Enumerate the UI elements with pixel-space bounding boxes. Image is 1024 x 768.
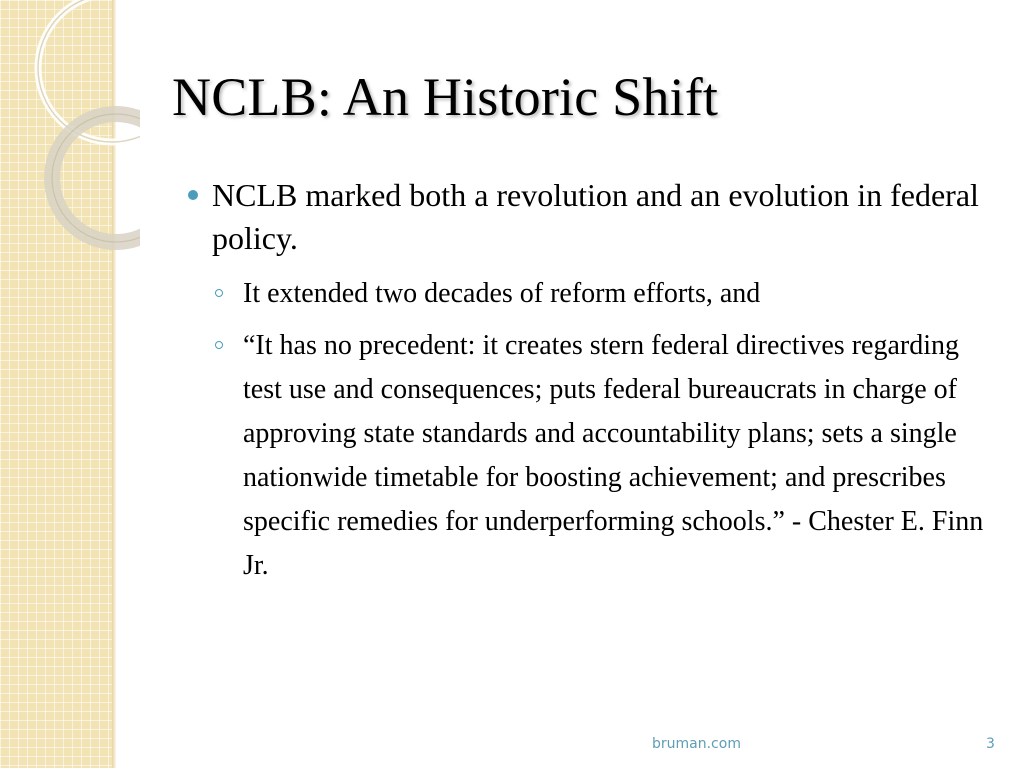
bullet-text: NCLB marked both a revolution and an evolution in federal policy. bbox=[212, 177, 979, 256]
bullet-dot-icon bbox=[188, 190, 198, 200]
sub-bullet-circle-icon bbox=[215, 289, 223, 297]
sub-bullet-text: It extended two decades of reform efforts, and bbox=[243, 278, 761, 309]
lower-ring bbox=[52, 114, 140, 242]
page-number: 3 bbox=[986, 736, 995, 752]
sub-bullet-item bbox=[188, 272, 998, 316]
sub-bullet-list bbox=[188, 272, 998, 588]
slide-title: NCLB: An Historic Shift bbox=[172, 67, 719, 127]
sub-bullet-text: “It has no precedent: it creates stern federal directives regarding test use and consequences; puts federal bureaucrats in charge of approving state standards and accountability plans; sets a single nationwide timetable for boosting achievement; and prescribes specific remedies for underperforming schools.” - Chester E. Finn Jr. bbox=[243, 330, 984, 581]
sub-bullet-circle-icon bbox=[215, 341, 223, 349]
sub-bullet-item bbox=[188, 324, 998, 588]
slide-content bbox=[188, 174, 998, 596]
decorative-rings bbox=[0, 0, 140, 260]
bullet-item bbox=[188, 174, 998, 260]
footer-source: bruman.com bbox=[652, 736, 741, 752]
